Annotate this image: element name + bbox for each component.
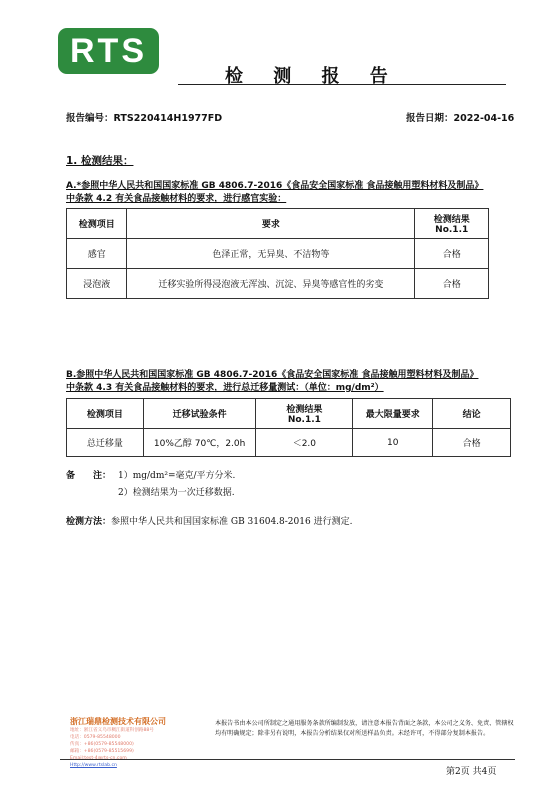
part-a-ref-line2: 中条款 4.2 有关食品接触材料的要求，进行感官实验： [66, 194, 287, 204]
col-header-limit: 最大限量要求 [353, 399, 433, 429]
col-header-result [415, 209, 489, 239]
cell-limit: 10 [353, 429, 433, 457]
logo-text: RTS [70, 31, 147, 70]
part-a-reference [66, 180, 516, 206]
cell-item: 浸泡液 [67, 269, 127, 299]
col-header-condition: 迁移试验条件 [143, 399, 256, 429]
stamp-line: Email:test-4@rts-cn.com [70, 756, 127, 761]
company-logo [58, 28, 159, 74]
disclaimer-text: 本报告书由本公司所制定之通用服务条款所编制发放，请注意本报告背面之条款，本公司之义务、免责、管辖权均有明确规定；除非另有说明，本报告分析结果仅对所送样品负责。未经许可，不得部分复制本报告。 [215, 720, 514, 737]
report-number-value: RTS220414H1977FD [113, 113, 223, 124]
stamp-line: 邮箱：+86(0579-85515699) [70, 749, 134, 754]
cell-result: 合格 [415, 269, 489, 299]
result-header-label: 检测结果 [286, 405, 323, 415]
part-b-ref-line1: B.参照中华人民共和国国家标准 GB 4806.7-2016《食品安全国家标准 食品接触用塑料材料及制品》 [66, 370, 479, 380]
note-2: 2）检测结果为一次迁移数据. [118, 488, 235, 498]
page-indicator: 第2页 共4页 [446, 767, 497, 777]
test-method-label: 检测方法： [66, 517, 112, 527]
report-title: 检 测 报 告 [225, 66, 400, 87]
stamp-line: 地址：浙江省义乌市稠江街道科创路88号 [70, 728, 154, 733]
result-header-sample: No.1.1 [435, 225, 469, 235]
stamp-line[interactable]: Http://www.rtslab.cn [70, 763, 117, 768]
test-method-text: 参照中华人民共和国国家标准 GB 31604.8-2016 进行测定. [111, 517, 353, 527]
company-stamp [70, 716, 190, 769]
report-date [406, 110, 514, 124]
stamp-line: 传真：+86(0579-85548000) [70, 742, 134, 747]
col-header-conclusion: 结论 [433, 399, 511, 429]
cell-condition: 10%乙醇 70℃，2.0h [143, 429, 256, 457]
table-row [67, 429, 511, 457]
notes-label: 备 注： [66, 471, 112, 481]
col-header-requirement: 要求 [127, 209, 415, 239]
cell-conclusion: 合格 [433, 429, 511, 457]
cell-requirement: 色泽正常，无异臭、不洁物等 [127, 239, 415, 269]
part-a-ref-line1: A.*参照中华人民共和国国家标准 GB 4806.7-2016《食品安全国家标准 食品接触用塑料材料及制品》 [66, 181, 484, 191]
cell-item: 总迁移量 [67, 429, 144, 457]
result-header-label: 检测结果 [433, 215, 470, 225]
note-1: 1）mg/dm²=毫克/平方分米. [118, 471, 236, 481]
cell-result: ＜2.0 [256, 429, 353, 457]
cell-requirement: 迁移实验所得浸泡液无浑浊、沉淀、异臭等感官性的劣变 [127, 269, 415, 299]
col-header-item: 检测项目 [67, 209, 127, 239]
part-b-ref-line2: 中条款 4.3 有关食品接触材料的要求，进行总迁移量测试：（单位：mg/dm²） [66, 383, 384, 393]
footer-divider [60, 759, 515, 760]
table-row [67, 269, 489, 299]
stamp-line: 电话：0579-85548000 [70, 735, 121, 740]
col-header-item: 检测项目 [67, 399, 144, 429]
report-number-label: 报告编号： [66, 113, 114, 124]
company-name: 浙江瑞鼎检测技术有限公司 [70, 717, 166, 726]
result-header-sample: No.1.1 [287, 415, 321, 425]
table-row [67, 239, 489, 269]
report-number [66, 110, 222, 124]
sensory-test-table [66, 208, 489, 299]
cell-item: 感官 [67, 239, 127, 269]
report-date-label: 报告日期： [406, 113, 454, 124]
migration-test-table [66, 398, 511, 457]
col-header-result [256, 399, 353, 429]
part-b-reference [66, 369, 516, 395]
title-underline [178, 84, 506, 85]
test-method [66, 514, 352, 527]
section-heading: 1. 检测结果： [66, 155, 134, 167]
cell-result: 合格 [415, 239, 489, 269]
report-date-value: 2022-04-16 [453, 113, 515, 124]
